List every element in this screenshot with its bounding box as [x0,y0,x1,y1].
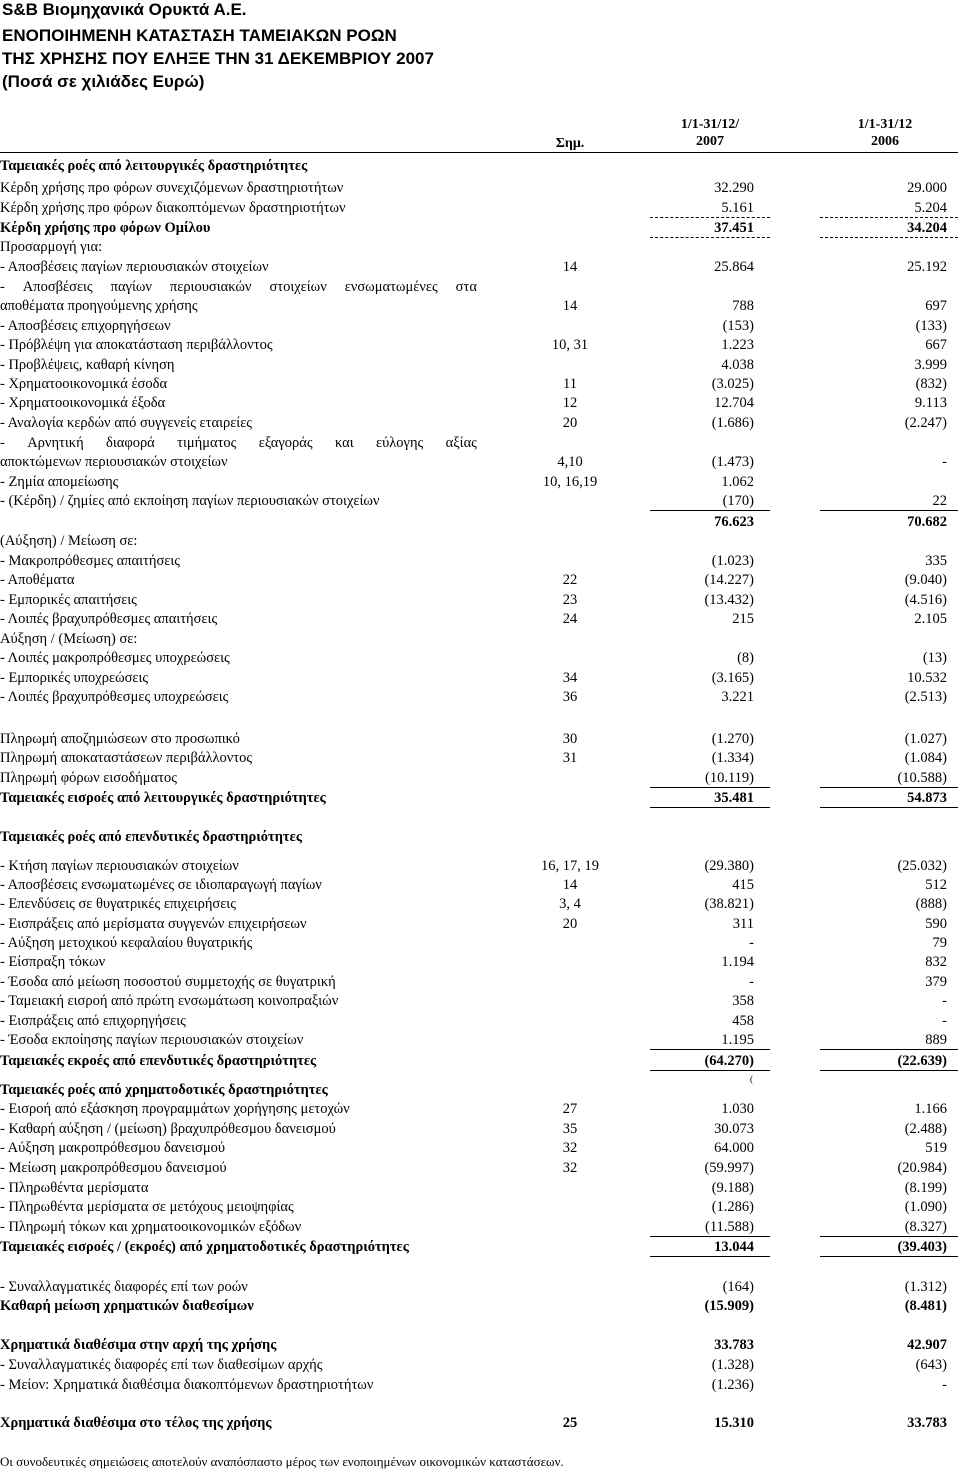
value-2006: (2.247) [904,415,947,431]
value-2006: (1.084) [904,750,947,766]
row-label: Ταμειακές ροές από λειτουργικές δραστηριότητες [0,158,308,174]
row-label: - Εμπορικές υποχρεώσεις [0,670,149,686]
row-label: Πληρωμή φόρων εισοδήματος [0,770,177,786]
row-label: - Πληρωθέντα μερίσματα σε μετόχους μειοψηφίας [0,1199,294,1215]
row-label: - Χρηματοοικονομικά έσοδα [0,376,168,392]
table-row [0,492,960,511]
value-2006: 335 [925,553,947,569]
value-2006: (1.312) [904,1279,947,1295]
row-note: 12 [562,395,578,411]
row-note: 34 [562,670,578,686]
table-row [0,258,960,277]
row-note: 20 [562,916,578,932]
table-row [0,532,960,551]
value-2007: (14.227) [704,572,754,588]
value-2007: 13.044 [714,1239,754,1255]
row-label: - Καθαρή αύξηση / (μείωση) βραχυπρόθεσμου δανεισμού [0,1121,336,1137]
value-2007: (153) [722,318,754,334]
value-2007: 25.864 [714,259,754,275]
row-note: 10, 16,19 [542,474,598,490]
table-row [0,649,960,668]
row-label: - Κτήση παγίων περιουσιακών στοιχείων [0,858,239,874]
row-label: - Αύξηση μακροπρόθεσμου δανεισμού [0,1140,226,1156]
table-row [0,1376,960,1395]
row-label: Κέρδη χρήσης προ φόρων συνεχιζόμενων δραστηριοτήτων [0,180,344,196]
table-row [0,688,960,707]
value-2007: (1.328) [711,1357,754,1373]
row-label: Ταμειακές εισροές / (εκροές) από χρηματοδοτικές δραστηριότητες [0,1239,409,1255]
row-label: Πληρωμή αποζημιώσεων στο προσωπικό [0,731,240,747]
table-row [0,179,960,198]
value-2007: 12.704 [714,395,754,411]
row-note: 32 [562,1140,578,1156]
row-label: Προσαρμογή για: [0,239,103,255]
row-label: Καθαρή μείωση χρηματικών διαθεσίμων [0,1298,254,1314]
value-2006: (9.040) [904,572,947,588]
row-label: - Είσπραξη τόκων [0,954,106,970]
total-underline [650,1236,770,1237]
row-label: - Χρηματοοικονομικά έξοδα [0,395,166,411]
value-2007: (170) [722,493,754,509]
total-underline [650,217,770,218]
row-label: - Ταμειακή εισροή από πρώτη ενσωμάτωση κοινοπραξιών [0,993,339,1009]
table-row [0,219,960,238]
row-label: - Προβλέψεις, καθαρή κίνηση [0,357,175,373]
total-underline [820,1236,958,1237]
row-note: 14 [562,877,578,893]
table-row [0,1278,960,1297]
row-label: - Επενδύσεις σε θυγατρικές επιχειρήσεις [0,896,236,912]
row-note: 20 [562,415,578,431]
total-underline [820,217,958,218]
header-rule [0,152,958,153]
row-note: 3, 4 [559,896,581,912]
value-2006: 512 [925,877,947,893]
row-label: - Εισπράξεις από επιχορηγήσεις [0,1013,186,1029]
row-label: - Εισροή από εξάσκηση προγραμμάτων χορήγησης μετοχών [0,1101,350,1117]
table-row [0,915,960,934]
row-label: Χρηματικά διαθέσιμα στην αρχή της χρήσης [0,1337,277,1353]
total-underline [820,787,958,788]
row-label: - Λοιπές βραχυπρόθεσμες απαιτήσεις [0,611,218,627]
value-2006: 29.000 [907,180,947,196]
value-2006: 889 [925,1032,947,1048]
row-label: Ταμειακές εκροές από επενδυτικές δραστηριότητες [0,1053,317,1069]
row-label: - Μείον: Χρηματικά διαθέσιμα διακοπτόμενων δραστηριοτήτων [0,1377,374,1393]
value-2007: (164) [722,1279,754,1295]
value-2007: (3.025) [711,376,754,392]
value-2006: - [942,993,947,1009]
value-2007: 4.038 [721,357,754,373]
row-label: - Αποθέματα [0,572,75,588]
value-2007: 76.623 [714,514,754,530]
value-2006: (13) [922,650,947,666]
row-label: - Ζημία απομείωσης [0,474,119,490]
value-2006: (20.984) [897,1160,947,1176]
value-2007: (1.686) [711,415,754,431]
table-row [0,992,960,1011]
table-row [0,375,960,394]
row-label: αποθέματα προηγούμενης χρήσης [0,298,198,314]
value-2007: 33.783 [714,1337,754,1353]
table-row [0,278,960,297]
table-row [0,414,960,433]
row-note: 32 [562,1160,578,1176]
period-2006-header: 1/1-31/12 2006 [857,117,913,149]
table-row [0,610,960,629]
total-underline [650,510,770,511]
row-label: Χρηματικά διαθέσιμα στο τέλος της χρήσης [0,1415,272,1431]
value-2007: (1.286) [711,1199,754,1215]
value-2006: 33.783 [907,1415,947,1431]
row-label: Ταμειακές εισροές από λειτουργικές δραστηριότητες [0,790,326,806]
value-2007: 311 [732,916,754,932]
table-row [0,669,960,688]
value-2007: (59.997) [704,1160,754,1176]
value-2006: (10.588) [897,770,947,786]
value-2006: 590 [925,916,947,932]
value-2006: 5.204 [914,200,947,216]
table-row [0,953,960,972]
table-row [0,394,960,413]
value-2007: 1.062 [721,474,754,490]
total-underline [650,807,770,808]
value-2007: (9.188) [711,1180,754,1196]
row-label: Κέρδη χρήσης προ φόρων διακοπτόμενων δραστηριοτήτων [0,200,346,216]
value-2006: 22 [932,493,947,509]
row-note: 36 [562,689,578,705]
value-2006: (4.516) [904,592,947,608]
value-2007: (29.380) [704,858,754,874]
total-underline [650,1256,770,1257]
row-note: 25 [562,1415,578,1431]
value-2007: 3.221 [721,689,754,705]
table-row [0,1198,960,1217]
table-row [0,973,960,992]
value-2006: (39.403) [897,1239,947,1255]
row-note: 14 [562,298,578,314]
value-2006: (133) [915,318,947,334]
table-row [0,238,960,257]
value-2007: 1.030 [721,1101,754,1117]
total-underline [820,1049,958,1050]
value-2007: 788 [732,298,754,314]
value-2007: (11.588) [705,1219,754,1235]
value-2007: 358 [732,993,754,1009]
value-2007: (1.023) [711,553,754,569]
statement-period: ΤΗΣ ΧΡΗΣΗΣ ΠΟΥ ΕΛΗΞΕ ΤΗΝ 31 ΔΕΚΕΜΒΡΙΟΥ 2007 [2,49,434,68]
table-row [0,1031,960,1050]
value-2006: 832 [925,954,947,970]
value-2006: - [942,1013,947,1029]
value-2007: 15.310 [714,1415,754,1431]
total-underline [820,1256,958,1257]
value-2007: 458 [732,1013,754,1029]
table-row [0,876,960,895]
table-row [0,1218,960,1237]
value-2006: 10.532 [907,670,947,686]
row-label: - Αποσβέσεις παγίων περιουσιακών στοιχείων ενσωματωμένες στα [0,279,477,295]
row-note: 14 [562,259,578,275]
table-row [0,473,960,492]
row-label: - Έσοδα εκποίησης παγίων περιουσιακών στοιχείων [0,1032,304,1048]
row-note: 27 [562,1101,578,1117]
value-2006: 2.105 [914,611,947,627]
value-2006: (2.513) [904,689,947,705]
company-name: S&B Βιομηχανικά Ορυκτά Α.Ε. [2,0,247,19]
row-note: 30 [562,731,578,747]
value-2007: (8) [737,650,754,666]
row-label: - Αύξηση μετοχικού κεφαλαίου θυγατρικής [0,935,253,951]
row-note: 22 [562,572,578,588]
value-2007: 32.290 [714,180,754,196]
value-2006: (8.481) [904,1298,947,1314]
table-row [0,453,960,472]
value-2006: 25.192 [907,259,947,275]
row-label: - Μείωση μακροπρόθεσμου δανεισμού [0,1160,227,1176]
row-label: - Αναλογία κερδών από συγγενείς εταιρείες [0,415,253,431]
row-label: - Λοιπές βραχυπρόθεσμες υποχρεώσεις [0,689,229,705]
table-row [0,1238,960,1257]
row-label: - Πληρωθέντα μερίσματα [0,1180,149,1196]
value-2006: (8.327) [904,1219,947,1235]
value-2007: 64.000 [714,1140,754,1156]
value-2007: 1.194 [721,954,754,970]
value-2007: 5.161 [721,200,754,216]
row-label: - Συναλλαγματικές διαφορές επί των ροών [0,1279,248,1295]
row-note: 24 [562,611,578,627]
value-2007: (15.909) [704,1298,754,1314]
value-2006: - [942,454,947,470]
table-row [0,336,960,355]
table-row [0,157,960,176]
total-underline [820,807,958,808]
row-label: - Έσοδα από μείωση ποσοστού συμμετοχής σε θυγατρική [0,974,336,990]
table-row [0,297,960,316]
value-2007: (1.473) [711,454,754,470]
value-2006: (2.488) [904,1121,947,1137]
value-2006: (1.027) [904,731,947,747]
table-row [0,1120,960,1139]
table-row [0,434,960,453]
currency-note: (Ποσά σε χιλιάδες Ευρώ) [2,72,205,91]
value-2007: 215 [732,611,754,627]
value-2006: 697 [925,298,947,314]
row-label: - Λοιπές μακροπρόθεσμες υποχρεώσεις [0,650,230,666]
value-2006: - [942,1377,947,1393]
row-label: - Αποσβέσεις παγίων περιουσιακών στοιχείων [0,259,269,275]
row-note: 16, 17, 19 [541,858,599,874]
value-2007: 35.481 [714,790,754,806]
row-note: 10, 31 [551,337,589,353]
row-label: Αύξηση / (Μείωση) σε: [0,631,138,647]
table-row [0,730,960,749]
value-2006: (888) [915,896,947,912]
value-2007: 1.195 [721,1032,754,1048]
value-2007: (38.821) [704,896,754,912]
row-label: - Εμπορικές απαιτήσεις [0,592,137,608]
value-2007: (1.270) [711,731,754,747]
table-row [0,1052,960,1071]
value-2007: (3.165) [711,670,754,686]
value-2006: 54.873 [907,790,947,806]
row-label: αποκτώμενων περιουσιακών στοιχείων [0,454,228,470]
value-2007: (1.236) [711,1377,754,1393]
row-note: 23 [562,592,578,608]
table-row [0,571,960,590]
row-label: Κέρδη χρήσης προ φόρων Ομίλου [0,220,211,236]
row-note: 35 [562,1121,578,1137]
row-label: - Πρόβλέψη για αποκατάσταση περιβάλλοντος [0,337,273,353]
table-row [0,1100,960,1119]
value-2007: - [749,935,754,951]
value-2007: 30.073 [714,1121,754,1137]
row-label: Ταμειακές ροές από χρηματοδοτικές δραστηριότητες [0,1082,328,1098]
table-row [0,1012,960,1031]
row-note: 31 [562,750,578,766]
value-2007: (1.334) [711,750,754,766]
value-2006: (25.032) [897,858,947,874]
value-2006: 34.204 [907,220,947,236]
total-underline [650,787,770,788]
table-row [0,828,960,847]
table-row [0,1414,960,1433]
row-label: - Εισπράξεις από μερίσματα συγγενών επιχειρήσεων [0,916,307,932]
value-2006: (832) [915,376,947,392]
table-row [0,895,960,914]
row-label: - Συναλλαγματικές διαφορές επί των διαθεσίμων αρχής [0,1357,323,1373]
row-label: - Αποσβέσεις ενσωματωμένες σε ιδιοπαραγωγή παγίων [0,877,322,893]
table-row [0,591,960,610]
table-row [0,1297,960,1316]
value-2007: 37.451 [714,220,754,236]
value-2006: 42.907 [907,1337,947,1353]
row-note: 11 [563,376,577,392]
total-underline [650,1049,770,1050]
note-column-header: Σημ. [555,136,585,151]
table-row [0,630,960,649]
table-row [0,1179,960,1198]
table-row [0,552,960,571]
footer-note: Οι συνοδευτικές σημειώσεις αποτελούν αναπόσπαστο μέρος των ενοποιημένων οικονομικών καταστάσεων. [0,1454,564,1469]
table-row [0,1159,960,1178]
table-row [0,199,960,218]
row-label: (Αύξηση) / Μείωση σε: [0,533,138,549]
table-row [0,317,960,336]
value-2006: (8.199) [904,1180,947,1196]
value-2006: 667 [925,337,947,353]
period-2007-header: 1/1-31/12/ 2007 [680,117,740,149]
statement-title: ΕΝΟΠΟΙΗΜΕΝΗ ΚΑΤΑΣΤΑΣΗ ΤΑΜΕΙΑΚΩΝ ΡΟΩΝ [2,26,397,45]
table-row [0,1336,960,1355]
table-row [0,769,960,788]
value-2006: (643) [915,1357,947,1373]
total-underline [820,1070,958,1071]
value-2007: - [749,974,754,990]
row-label: - Μακροπρόθεσμες απαιτήσεις [0,553,180,569]
table-row [0,789,960,808]
table-row [0,749,960,768]
total-underline [820,510,958,511]
row-label: - (Κέρδη) / ζημίες από εκποίηση παγίων περιουσιακών στοιχείων [0,493,380,509]
value-2007: 1.223 [721,337,754,353]
row-label: - Αρνητική διαφορά τιμήματος εξαγοράς και εύλογης αξίας [0,435,477,451]
value-2006: 70.682 [907,514,947,530]
table-row [0,1081,960,1100]
value-2006: 79 [932,935,947,951]
row-label: - Αποσβέσεις επιχορηγήσεων [0,318,171,334]
value-2007: 415 [732,877,754,893]
value-2006: 1.166 [914,1101,947,1117]
row-label: Πληρωμή αποκαταστάσεων περιβάλλοντος [0,750,253,766]
value-2006: (22.639) [897,1053,947,1069]
value-2007: (13.432) [704,592,754,608]
value-2006: 9.113 [914,395,947,411]
row-label: Ταμειακές ροές από επενδυτικές δραστηριότητες [0,829,302,845]
table-row [0,513,960,532]
total-underline [650,1070,770,1071]
table-row [0,356,960,375]
row-label: - Πληρωμή τόκων και χρηματοοικονομικών εξόδων [0,1219,302,1235]
value-2006: 519 [925,1140,947,1156]
value-2006: (1.090) [904,1199,947,1215]
value-2006: 3.999 [914,357,947,373]
value-2006: 379 [925,974,947,990]
table-row [0,1356,960,1375]
table-row [0,857,960,876]
value-2007: (10.119) [705,770,754,786]
table-row [0,934,960,953]
stray-mark: ( [750,1074,753,1084]
value-2007: (64.270) [704,1053,754,1069]
table-row [0,1139,960,1158]
row-note: 4,10 [557,454,583,470]
